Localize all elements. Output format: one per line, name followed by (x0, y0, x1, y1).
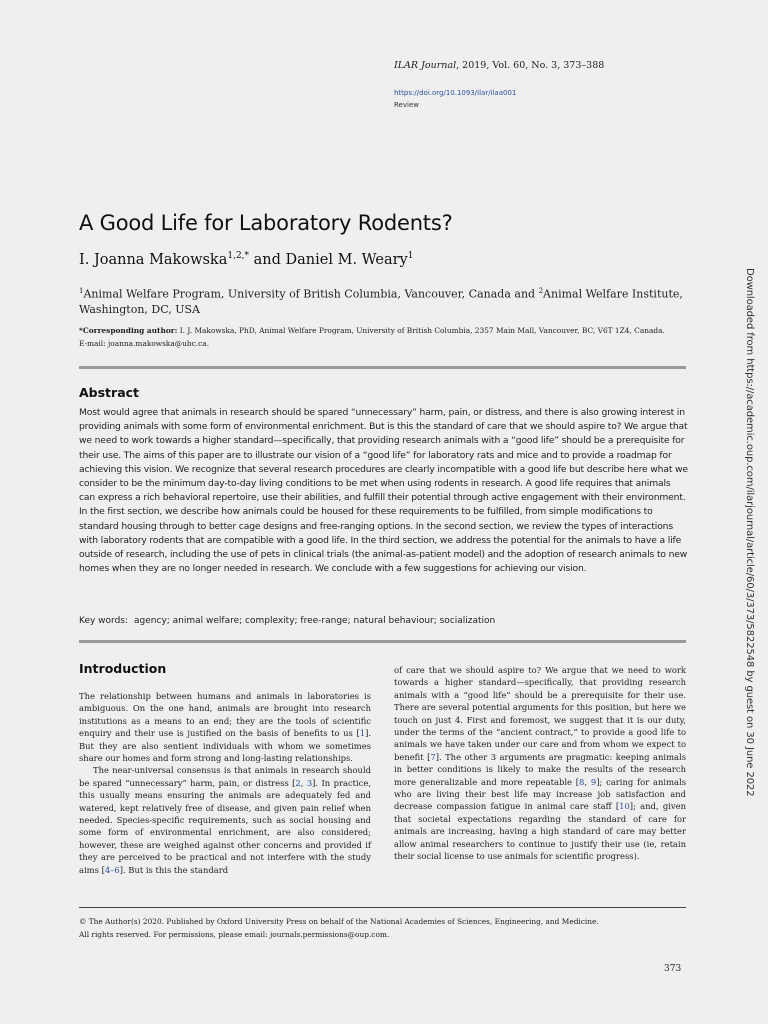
body-column-right (394, 664, 686, 863)
permissions-line: All rights reserved. For permissions, please email: journals.permissions@oup.com. (79, 930, 390, 939)
corresponding-author-address: I. J. Makowska, PhD, Animal Welfare Program, University of British Columbia, 2357 Main Mall, Vancouver, BC, V6T 1Z4, Canada. (177, 326, 665, 335)
abstract-heading: Abstract (79, 385, 140, 400)
keywords-label: Key words: (79, 616, 129, 626)
download-watermark: Downloaded from https://academic.oup.com/ilarjournal/article/60/3/373/5822548 by guest on 30 June 2022 (744, 268, 755, 797)
paragraph: The near-universal consensus is that animals in research should be spared “unnecessary” harm, pain, or distress [2, 3]. In practice, this usually means ensuring the animals are adequately fed and watered, kept relatively free of disease, and given pain relief when needed. Species-specific requirements, such as social housing and some form of environmental enrichment, are also considered; however, these are weighed against other concerns and provided if they are perceived to be practical and not interfere with the study aims [4–6]. But is this the standard (79, 765, 371, 875)
doi-link[interactable]: https://doi.org/10.1093/ilar/ilaa001 (394, 89, 517, 97)
copyright-notice (79, 915, 689, 941)
citation-link[interactable]: 8 (579, 776, 585, 787)
citation-link[interactable]: 2 (295, 777, 301, 788)
citation-link[interactable]: 3 (306, 777, 313, 788)
keywords-list: agency; animal welfare; complexity; free-range; natural behaviour; socialization (134, 616, 496, 626)
journal-name: ILAR Journal (394, 60, 457, 71)
corresponding-author-email[interactable]: E-mail: joanna.makowska@ubc.ca. (79, 339, 210, 348)
abstract-bottom-divider (79, 640, 686, 643)
footnote-divider (79, 907, 686, 908)
abstract-body: Most would agree that animals in research should be spared “unnecessary” harm, pain, or distress, and there is also growing interest in providing animals with some form of environmental enrichment. But is this the standard of care that we should aspire to? We argue that we need to work towards a higher standard—specifically, that providing research animals with a “good life” should be a prerequisite for their use. The aims of this paper are to illustrate our vision of a “good life” for laboratory rats and mice and to provide a roadmap for achieving this vision. We recognize that several research procedures are clearly incompatible with a good life but describe here what we consider to be the minimum day-to-day living conditions to be met when using rodents in research. A good life requires that animals can express a rich behavioral repertoire, use their abilities, and fulfill their potential through active engagement with their environment. In the first section, we describe how animals could be housed for these requirements to be fulfilled, from simple modifications to standard housing through to better cage designs and free-ranging options. In the second section, we review the types of interactions with laboratory rodents that are compatible with a good life. In the third section, we address the potential for the animals to have a life outside of research, including the use of pets in clinical trials (the animal-as-patient model) and the adoption of research animals to new homes when they are no longer needed in research. We conclude with a few suggestions for achieving our vision. (79, 407, 688, 575)
keywords (79, 616, 689, 626)
page-number: 373 (664, 964, 682, 974)
body-column-left (79, 690, 371, 876)
affiliation-marker: 1 (79, 287, 84, 295)
paragraph: The relationship between humans and animals in laboratories is ambiguous. On the one hand, animals are brought into research institutions as a means to an end; they are the tools of scientific enquiry and their use is justified on the basis of benefits to us [1]. But they are also sentient individuals with whom we sometimes share our homes and form strong and long-lasting relationships. (79, 691, 371, 764)
citation-link[interactable]: 1 (359, 728, 366, 739)
abstract-top-divider (79, 366, 686, 369)
corresponding-author (79, 324, 689, 350)
corresponding-author-label: *Corresponding author: (79, 326, 178, 335)
author-affiliation-marker: 1 (407, 251, 414, 261)
author-list (79, 251, 413, 268)
affiliation: Animal Welfare Institute, Washington, DC, USA (79, 287, 683, 316)
author-affiliation-marker: 1,2,* (227, 251, 250, 261)
article-type: Review (394, 101, 419, 109)
author-name: I. Joanna Makowska (79, 251, 228, 268)
paragraph: of care that we should aspire to? We argue that we need to work towards a higher standard—specifically, that providing research animals with a “good life” should be a prerequisite for their use. There are several potential arguments for this position, but here we touch on just 4. First and foremost, we suggest that it is our duty, under the terms of the “ancient contract,” to provide a good life to animals we have taken under our care and from whom we expect to benefit [7]. The other 3 arguments are pragmatic: keeping animals in better conditions is likely to make the results of the research more generalizable and more repeatable [8, 9]; caring for animals who are living their best life may increase job satisfaction and decrease compassion fatigue in animal care staff [10]; and, given that societal expectations regarding the standard of care for animals are increasing, having a high standard of care may better allow animal researchers to continue to justify their use (ie, retain their social license to use animals for scientific progress). (394, 665, 687, 862)
citation-link[interactable]: 4–6 (104, 864, 120, 875)
citation-link[interactable]: 9 (590, 776, 597, 787)
citation-link[interactable]: 10 (619, 801, 630, 812)
affiliations (79, 284, 689, 317)
citation-link[interactable]: 7 (430, 751, 436, 762)
journal-details: , 2019, Vol. 60, No. 3, 373–388 (456, 60, 605, 71)
copyright-line: © The Author(s) 2020. Published by Oxford University Press on behalf of the National Academies of Sciences, Engineering, and Medicine. (79, 917, 599, 926)
author-name: and Daniel M. Weary (249, 251, 408, 268)
journal-citation (394, 60, 604, 71)
affiliation: Animal Welfare Program, University of British Columbia, Vancouver, Canada and (83, 287, 539, 301)
article-title: A Good Life for Laboratory Rodents? (79, 211, 453, 235)
affiliation-marker: 2 (538, 287, 544, 295)
introduction-heading: Introduction (79, 661, 167, 676)
